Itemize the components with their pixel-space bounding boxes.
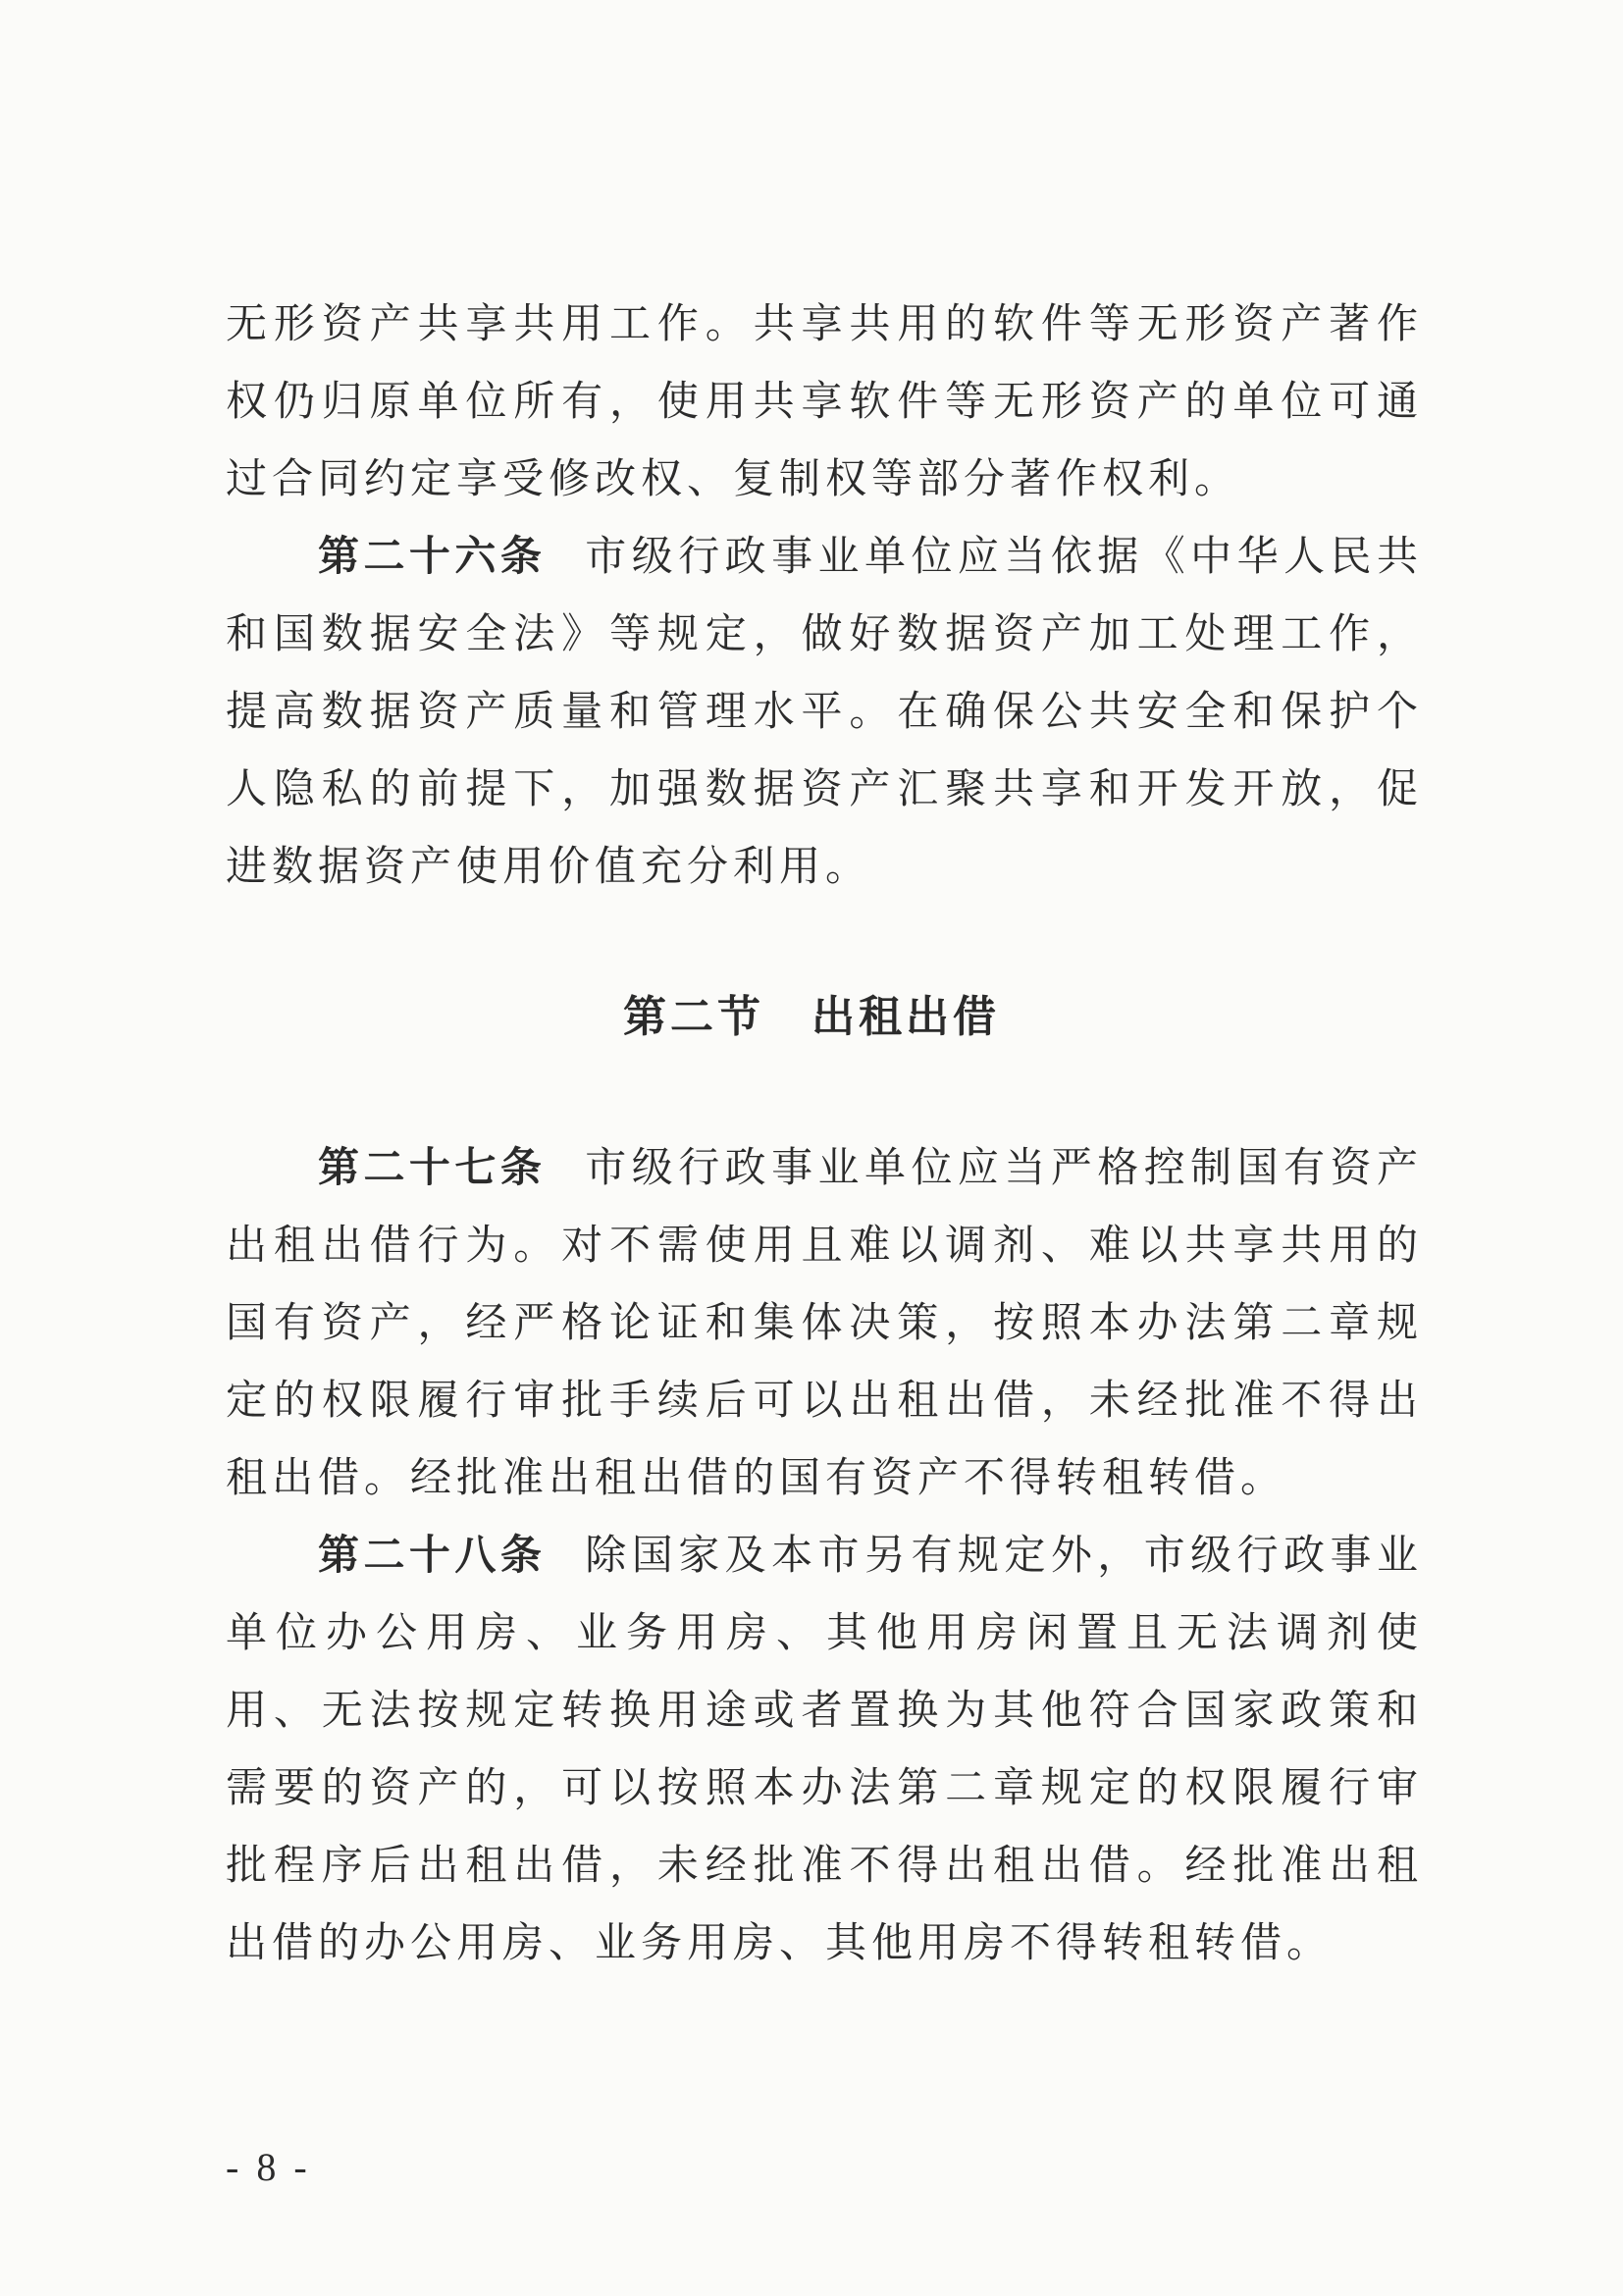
article-28 (226, 1516, 1423, 1981)
article-26-label: 第二十六条 (318, 532, 547, 580)
article-28-label: 第二十八条 (318, 1531, 547, 1579)
article-27-text: 市级行政事业单位应当严格控制国有资产出租出借行为。对不需使用且难以调剂、难以共享共用的国有资产，经严格论证和集体决策，按照本办法第二章规定的权限履行审批手续后可以出租出借，未经批准不得出租出借。经批准出租出借的国有资产不得转租转借。 (226, 1143, 1423, 1501)
page-number: - 8 - (226, 2145, 311, 2189)
article-27-label: 第二十七条 (318, 1143, 547, 1191)
paragraph-continuation: 无形资产共享共用工作。共享共用的软件等无形资产著作权仍归原单位所有，使用共享软件等无形资产的单位可通过合同约定享受修改权、复制权等部分著作权利。 (226, 299, 1423, 502)
text-block-top (226, 285, 1423, 905)
article-27 (226, 1128, 1423, 1516)
article-26-text: 市级行政事业单位应当依据《中华人民共和国数据安全法》等规定，做好数据资产加工处理工作，提高数据资产质量和管理水平。在确保公共安全和保护个人隐私的前提下，加强数据资产汇聚共享和开发开放，促进数据资产使用价值充分利用。 (226, 532, 1423, 890)
text-block-bottom (226, 1128, 1423, 1981)
section-heading: 第二节 出租出借 (623, 992, 1000, 1042)
article-26 (226, 517, 1423, 905)
article-28-text: 除国家及本市另有规定外，市级行政事业单位办公用房、业务用房、其他用房闲置且无法调剂使用、无法按规定转换用途或者置换为其他符合国家政策和需要的资产的，可以按照本办法第二章规定的权限履行审批程序后出租出借，未经批准不得出租出借。经批准出租出借的办公用房、业务用房、其他用房不得转租转借。 (226, 1531, 1423, 1966)
